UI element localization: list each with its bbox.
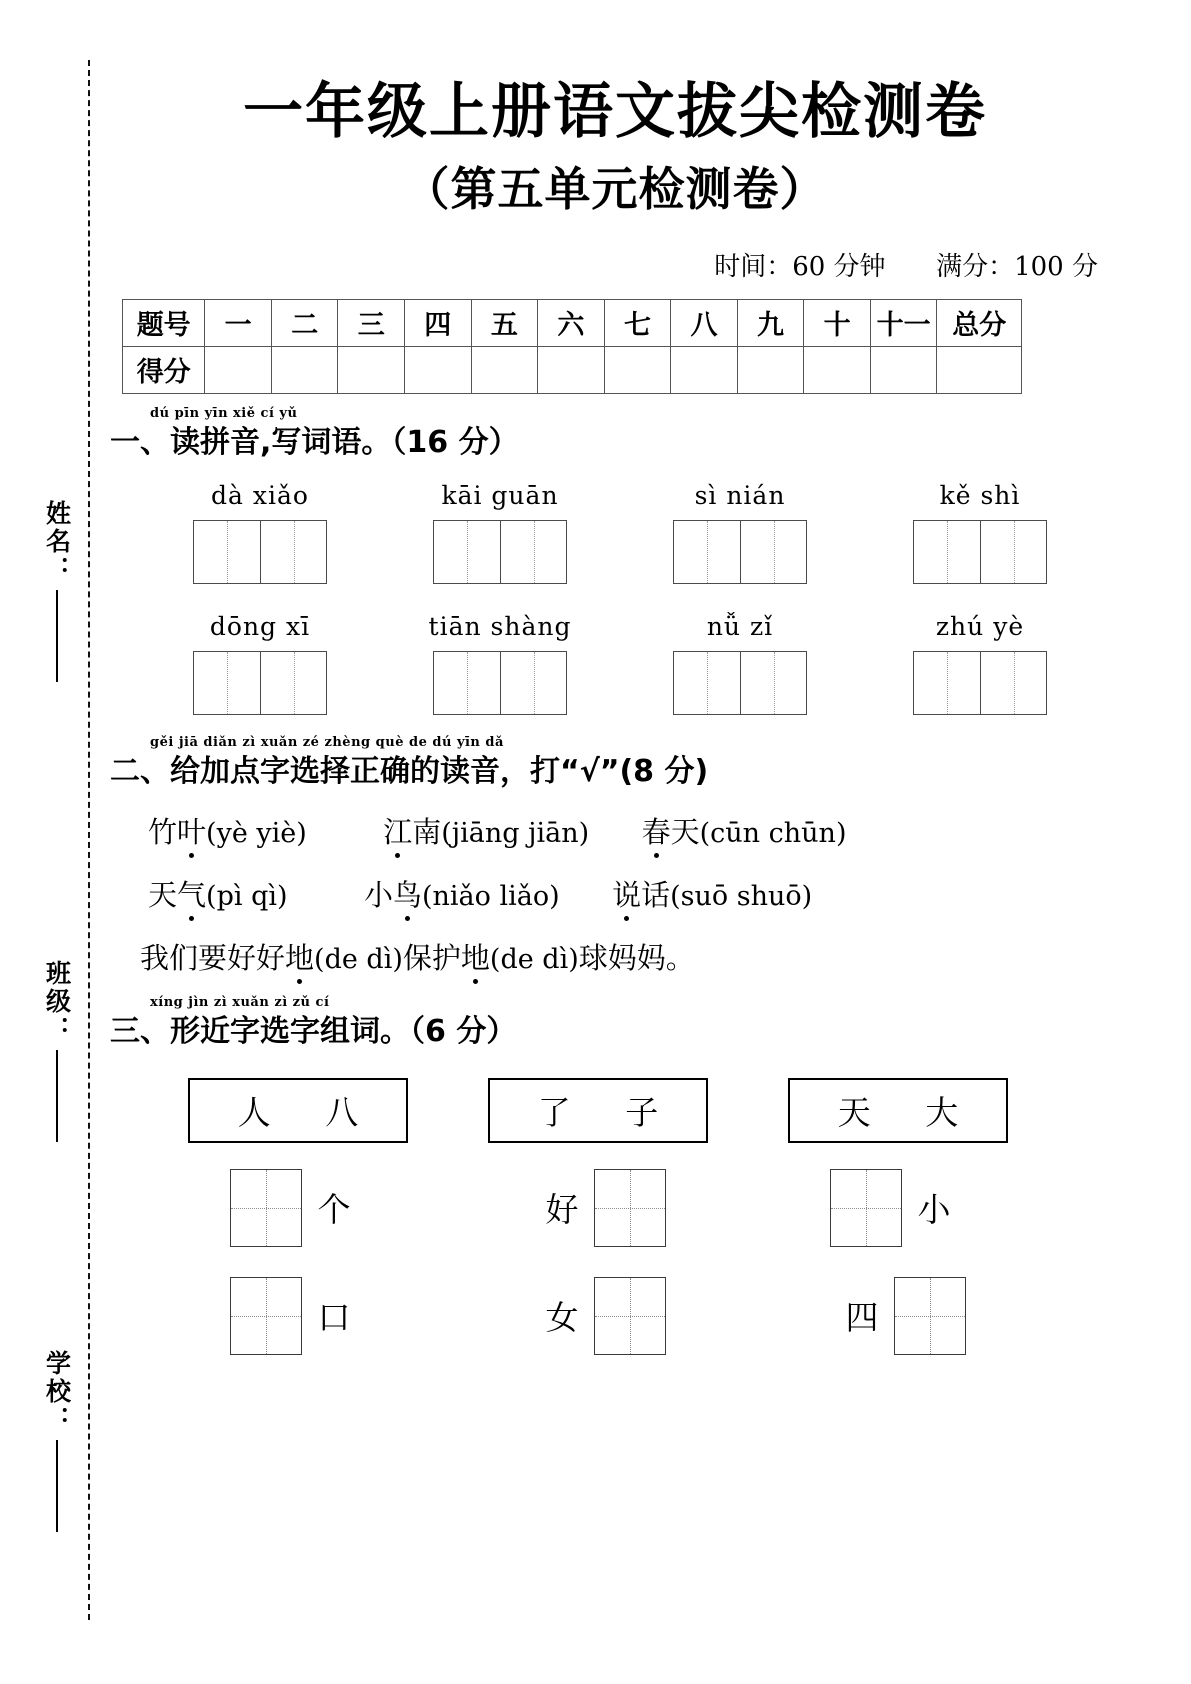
pinyin-options[interactable]: (jiāng jiān) xyxy=(441,817,590,849)
score-input-9[interactable] xyxy=(737,346,804,393)
partner-char: 小 xyxy=(917,1190,951,1230)
dotted-char: 气 xyxy=(177,873,206,914)
section-1-row-1 xyxy=(110,481,1120,584)
word-prefix: 天 xyxy=(148,877,178,912)
score-input-8[interactable] xyxy=(671,346,738,393)
tianzige-cell[interactable] xyxy=(674,652,740,714)
score-input-1[interactable] xyxy=(205,346,272,393)
tianzige-cell[interactable] xyxy=(674,521,740,583)
section-3-answer-rows xyxy=(110,1169,1120,1355)
score-col-6: 六 xyxy=(538,299,605,346)
pinyin-label: dà xiǎo xyxy=(211,480,309,510)
tianzige-cell[interactable] xyxy=(914,652,980,714)
answer-slot xyxy=(748,1277,1048,1355)
tianzige-2cell[interactable] xyxy=(193,651,327,715)
score-input-4[interactable] xyxy=(405,346,472,393)
answer-slot xyxy=(148,1169,448,1247)
char-box-group xyxy=(148,1078,448,1143)
pinyin-word-item xyxy=(380,481,620,584)
tianzige-single[interactable] xyxy=(830,1169,902,1247)
partner-char: 四 xyxy=(845,1298,879,1338)
partner-char: 个 xyxy=(317,1190,351,1230)
score-table-row-header: 题号 xyxy=(123,299,205,346)
char-box-group xyxy=(448,1078,748,1143)
pinyin-label: kāi guān xyxy=(441,480,559,510)
section-3-row-1 xyxy=(148,1169,1120,1247)
section-2-line-1 xyxy=(110,810,1120,851)
tianzige-2cell[interactable] xyxy=(673,651,807,715)
pinyin-label: kě shì xyxy=(939,480,1021,510)
page-subtitle: （第五单元检测卷） xyxy=(403,162,827,216)
dotted-char: 地 xyxy=(285,936,314,977)
tianzige-2cell[interactable] xyxy=(913,651,1047,715)
score-col-4: 四 xyxy=(405,299,472,346)
pinyin-options[interactable]: (yè yiè) xyxy=(206,817,307,849)
section-3-char-boxes xyxy=(110,1078,1120,1143)
tianzige-cell[interactable] xyxy=(500,521,566,583)
answer-slot xyxy=(148,1277,448,1355)
score-col-10: 十 xyxy=(804,299,871,346)
partner-char: 口 xyxy=(317,1298,351,1338)
dotted-char: 叶 xyxy=(177,810,206,851)
score-col-7: 七 xyxy=(604,299,671,346)
section-3-ruby: xíng jìn zì xuǎn zì zǔ cí xyxy=(150,994,330,1010)
score-input-11[interactable] xyxy=(870,346,937,393)
pinyin-word-item xyxy=(620,481,860,584)
tianzige-cell[interactable] xyxy=(980,652,1046,714)
word-suffix: 天 xyxy=(670,814,700,849)
score-col-5: 五 xyxy=(471,299,538,346)
pinyin-options[interactable]: (niǎo liǎo) xyxy=(422,880,560,912)
pinyin-label: tiān shàng xyxy=(428,611,572,641)
section-3-heading xyxy=(110,994,1120,1049)
score-col-9: 九 xyxy=(737,299,804,346)
score-table xyxy=(122,299,1022,394)
tianzige-cell[interactable] xyxy=(194,652,260,714)
word-suffix: 话 xyxy=(641,877,671,912)
pinyin-word-item xyxy=(860,481,1100,584)
dotted-char: 江 xyxy=(383,810,412,851)
pinyin-label: zhú yè xyxy=(935,611,1025,641)
word-prefix: 小 xyxy=(363,877,393,912)
sentence-part-1: 我们要好好 xyxy=(140,940,286,975)
section-3-row-2 xyxy=(148,1277,1120,1355)
pinyin-options[interactable]: (de dì) xyxy=(314,943,403,975)
pinyin-word-item xyxy=(140,612,380,715)
choice-item[interactable] xyxy=(383,810,589,851)
name-write-line[interactable] xyxy=(56,590,58,682)
score-table-row-header-2: 得分 xyxy=(123,346,205,393)
tianzige-cell[interactable] xyxy=(740,652,806,714)
sidebar-item-class xyxy=(28,960,86,1142)
pinyin-label: nǚ zǐ xyxy=(706,611,774,641)
answer-slot xyxy=(448,1277,748,1355)
choice-item[interactable] xyxy=(612,873,812,914)
score-col-8: 八 xyxy=(671,299,738,346)
section-1-title: 一、读拼音,写词语。（16 分） xyxy=(110,424,519,460)
section-2-title: 二、给加点字选择正确的读音，打“√”(8 分) xyxy=(110,753,709,789)
sentence-part-2: 保护 xyxy=(402,940,461,975)
score-input-6[interactable] xyxy=(538,346,605,393)
score-col-total: 总分 xyxy=(937,299,1022,346)
binding-dashed-line xyxy=(88,60,90,1620)
score-input-7[interactable] xyxy=(604,346,671,393)
dotted-char: 地 xyxy=(461,936,490,977)
class-write-line[interactable] xyxy=(56,1050,58,1142)
class-label: 班级： xyxy=(42,960,72,1044)
section-2-ruby: gěi jiā diǎn zì xuǎn zé zhèng què de dú yīn dǎ xyxy=(150,734,504,750)
section-2-heading xyxy=(110,734,1120,789)
tianzige-cell[interactable] xyxy=(980,521,1046,583)
pinyin-options[interactable]: (de dì) xyxy=(489,943,579,975)
tianzige-cell[interactable] xyxy=(434,652,500,714)
tianzige-cell[interactable] xyxy=(914,521,980,583)
tianzige-2cell[interactable] xyxy=(673,520,807,584)
tianzige-single[interactable] xyxy=(894,1277,966,1355)
pinyin-word-item xyxy=(380,612,620,715)
section-2-line-2 xyxy=(110,873,1120,914)
dotted-char: 说 xyxy=(612,873,641,914)
char-pair-box: 人 八 xyxy=(188,1078,409,1143)
pinyin-word-item xyxy=(860,612,1100,715)
tianzige-cell[interactable] xyxy=(740,521,806,583)
score-input-3[interactable] xyxy=(338,346,405,393)
sidebar-item-name xyxy=(28,500,86,682)
dotted-char: 鸟 xyxy=(393,873,422,914)
score-input-10[interactable] xyxy=(804,346,871,393)
word-prefix: 竹 xyxy=(148,814,178,849)
full-score-label: 满分：100 分 xyxy=(936,251,1098,282)
school-label: 学校： xyxy=(42,1350,72,1434)
exam-page xyxy=(110,0,1120,1684)
score-col-11: 十一 xyxy=(870,299,937,346)
pinyin-options[interactable]: (pì qì) xyxy=(206,880,288,912)
char-pair-box: 天 大 xyxy=(788,1078,1009,1143)
score-input-5[interactable] xyxy=(471,346,538,393)
partner-char: 好 xyxy=(545,1190,579,1230)
pinyin-word-item xyxy=(620,612,860,715)
sidebar-student-fields xyxy=(28,60,86,1620)
partner-char: 女 xyxy=(545,1298,579,1338)
score-input-2[interactable] xyxy=(271,346,338,393)
dotted-char: 春 xyxy=(642,810,671,851)
tianzige-2cell[interactable] xyxy=(913,520,1047,584)
choice-item[interactable] xyxy=(642,810,847,851)
answer-slot xyxy=(448,1169,748,1247)
score-col-1: 一 xyxy=(205,299,272,346)
answer-slot xyxy=(748,1169,1048,1247)
page-title: 一年级上册语文拔尖检测卷 xyxy=(243,77,987,147)
school-write-line[interactable] xyxy=(56,1440,58,1532)
tianzige-2cell[interactable] xyxy=(193,520,327,584)
choice-item[interactable] xyxy=(364,873,560,914)
sidebar-item-school xyxy=(28,1350,86,1532)
tianzige-single[interactable] xyxy=(230,1169,302,1247)
pinyin-label: sì nián xyxy=(694,480,786,510)
char-pair-box: 了 子 xyxy=(488,1078,709,1143)
tianzige-cell[interactable] xyxy=(500,652,566,714)
sentence-part-3: 球妈妈。 xyxy=(578,940,695,975)
pinyin-word-item xyxy=(140,481,380,584)
section-2-sentence xyxy=(110,936,1120,977)
tianzige-single[interactable] xyxy=(594,1277,666,1355)
section-1-ruby: dú pīn yīn xiě cí yǔ xyxy=(150,405,298,421)
char-box-group xyxy=(748,1078,1048,1143)
time-limit-label: 时间：60 分钟 xyxy=(714,251,886,282)
choice-item[interactable] xyxy=(148,873,288,914)
tianzige-cell[interactable] xyxy=(194,521,260,583)
pinyin-options[interactable]: (cūn chūn) xyxy=(699,817,847,849)
pinyin-options[interactable]: (suō shuō) xyxy=(670,880,813,912)
choice-item[interactable] xyxy=(148,810,307,851)
section-1-row-2 xyxy=(110,612,1120,715)
name-label: 姓名： xyxy=(42,500,72,584)
tianzige-single[interactable] xyxy=(230,1277,302,1355)
tianzige-cell[interactable] xyxy=(434,521,500,583)
section-1-heading xyxy=(110,405,1120,460)
tianzige-2cell[interactable] xyxy=(433,520,567,584)
score-col-2: 二 xyxy=(271,299,338,346)
score-col-3: 三 xyxy=(338,299,405,346)
tianzige-single[interactable] xyxy=(594,1169,666,1247)
tianzige-2cell[interactable] xyxy=(433,651,567,715)
tianzige-cell[interactable] xyxy=(260,652,326,714)
table-row-scores xyxy=(123,346,1022,393)
exam-meta xyxy=(110,246,1120,283)
word-suffix: 南 xyxy=(412,814,442,849)
pinyin-label: dōng xī xyxy=(209,611,311,641)
score-input-total[interactable] xyxy=(937,346,1022,393)
section-3-title: 三、形近字选字组词。（6 分） xyxy=(110,1013,517,1049)
table-row-question-numbers xyxy=(123,299,1022,346)
tianzige-cell[interactable] xyxy=(260,521,326,583)
